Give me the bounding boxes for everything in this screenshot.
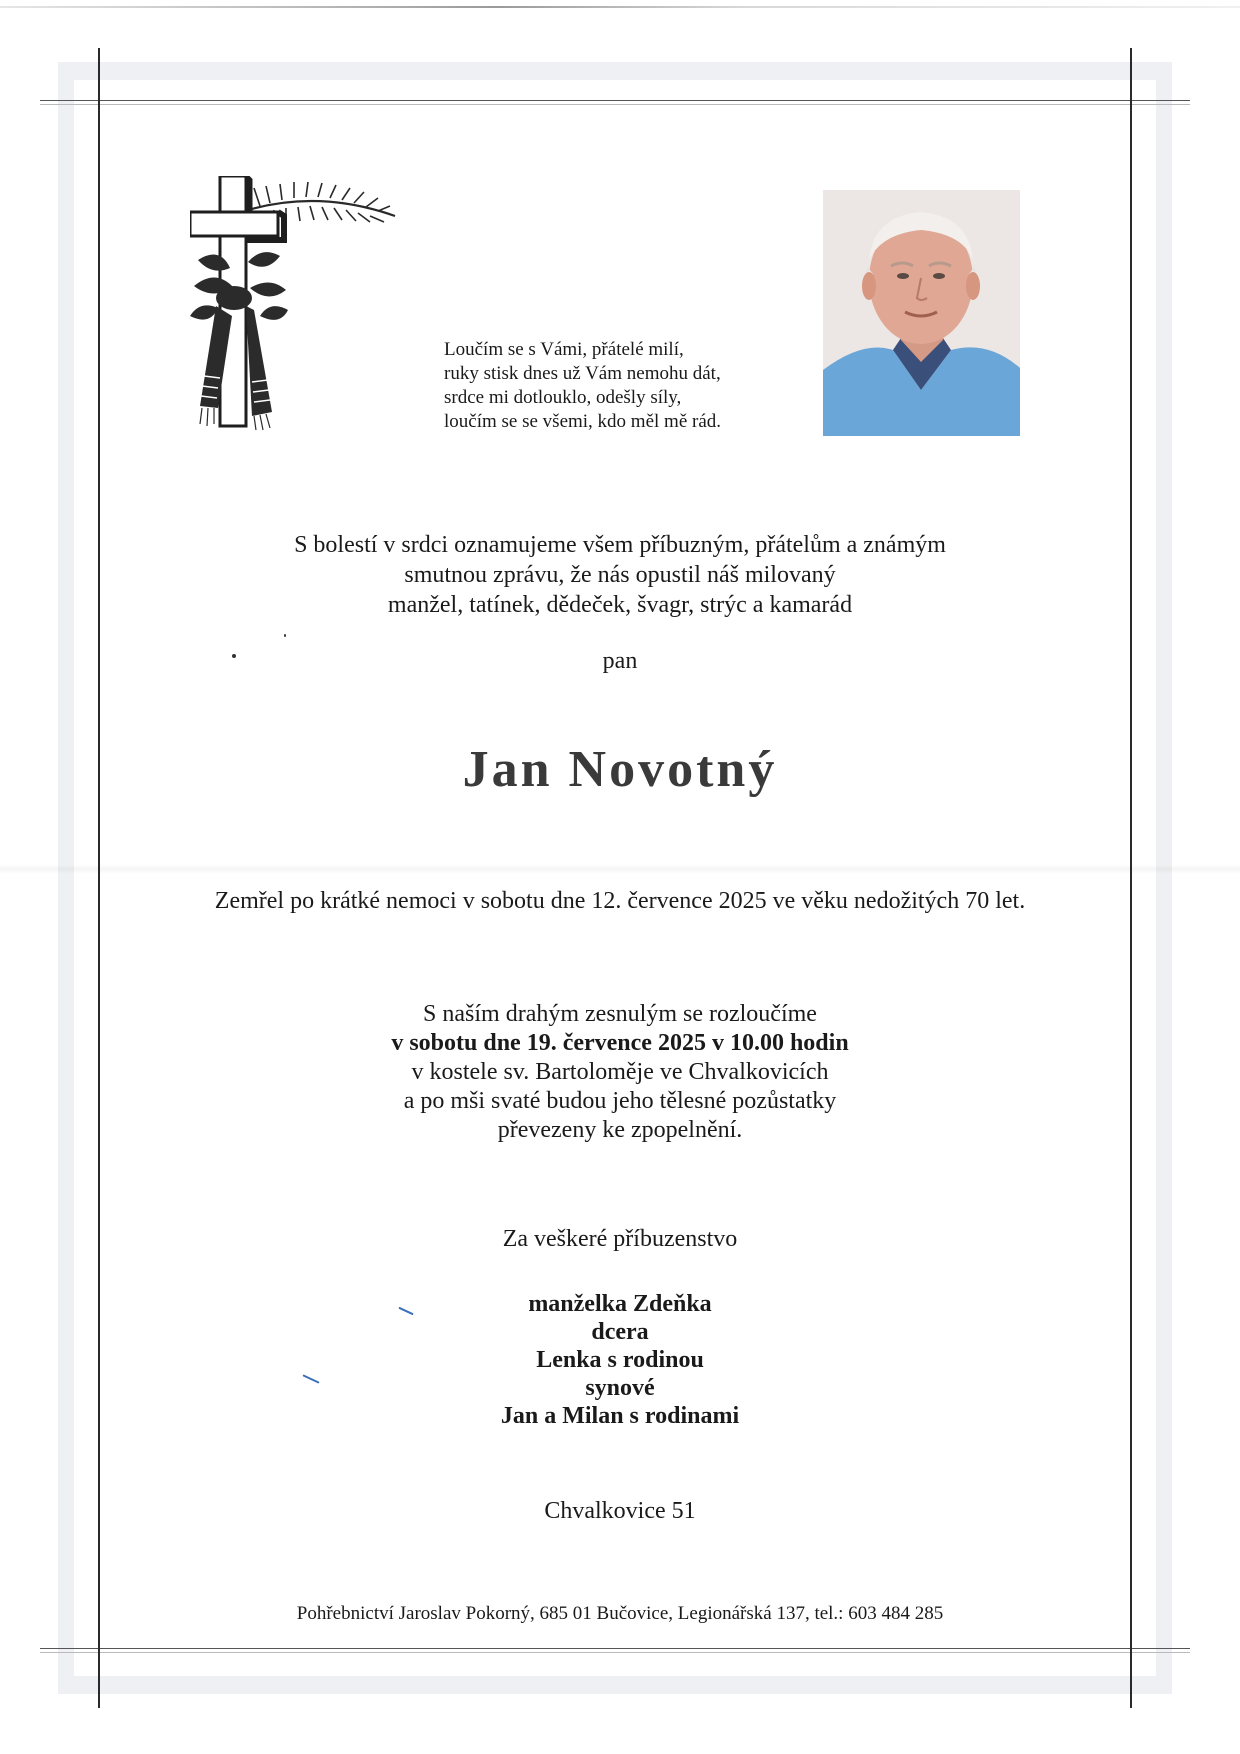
funeral-service-footer: Pohřebnictví Jaroslav Pokorný, 685 01 Bučovice, Legionářská 137, tel.: 603 484 285 <box>296 1603 944 1624</box>
family-member: Lenka s rodinou <box>536 1347 704 1373</box>
frame-left-rule <box>98 48 100 1708</box>
frame-bottom-rule <box>40 1648 1190 1649</box>
family-member: manželka Zdeňka <box>528 1291 712 1317</box>
ceremony-date: v sobotu dne 19. července 2025 v 10.00 hodin <box>391 1030 849 1056</box>
scan-speck <box>284 634 286 637</box>
poem-line: srdce mi dotlouklo, odešly síly, <box>444 387 682 408</box>
deceased-name: Jan Novotný <box>462 741 778 798</box>
ceremony-line: převezeny ke zpopelnění. <box>497 1117 743 1143</box>
family-list <box>0 1290 1240 1430</box>
family-member: synové <box>585 1375 655 1401</box>
announcement-line: smutnou zprávu, že nás opustil náš milovaný <box>404 562 836 588</box>
paper-fold <box>0 864 1240 874</box>
death-notice: Zemřel po krátké nemoci v sobotu dne 12. července 2025 ve věku nedožitých 70 let. <box>214 888 1026 914</box>
frame-bottom-rule-secondary <box>40 1652 1190 1653</box>
announcement-line: S bolestí v srdci oznamujeme všem příbuzným, přátelům a známým <box>294 532 946 558</box>
ceremony-info <box>0 1000 1240 1145</box>
scan-edge-line <box>0 6 1240 8</box>
farewell-poem <box>444 338 804 434</box>
ceremony-line: S naším drahým zesnulým se rozloučíme <box>423 1001 817 1027</box>
ceremony-line: v kostele sv. Bartoloměje ve Chvalkovicích <box>411 1059 829 1085</box>
announcement-line: manžel, tatínek, dědeček, švagr, strýc a kamarád <box>387 592 853 618</box>
family-member: dcera <box>591 1319 649 1345</box>
announcement <box>0 530 1240 620</box>
frame-right-rule <box>1130 48 1132 1708</box>
title-word: pan <box>602 648 638 674</box>
scan-speck <box>232 654 236 658</box>
address: Chvalkovice 51 <box>544 1498 696 1524</box>
poem-line: ruky stisk dnes už Vám nemohu dát, <box>444 363 721 384</box>
frame-top-rule-secondary <box>40 104 1190 105</box>
poem-line: Loučím se s Vámi, přátelé milí, <box>444 339 684 360</box>
portrait-photo <box>823 190 1020 436</box>
poem-line: loučím se se všemi, kdo měl mě rád. <box>444 411 722 432</box>
ceremony-line: a po mši svaté budou jeho tělesné pozůstatky <box>403 1088 837 1114</box>
cross-with-palm-icon <box>190 176 410 466</box>
family-intro: Za veškeré příbuzenstvo <box>502 1226 738 1252</box>
family-member: Jan a Milan s rodinami <box>500 1403 740 1429</box>
frame-top-rule <box>40 100 1190 101</box>
